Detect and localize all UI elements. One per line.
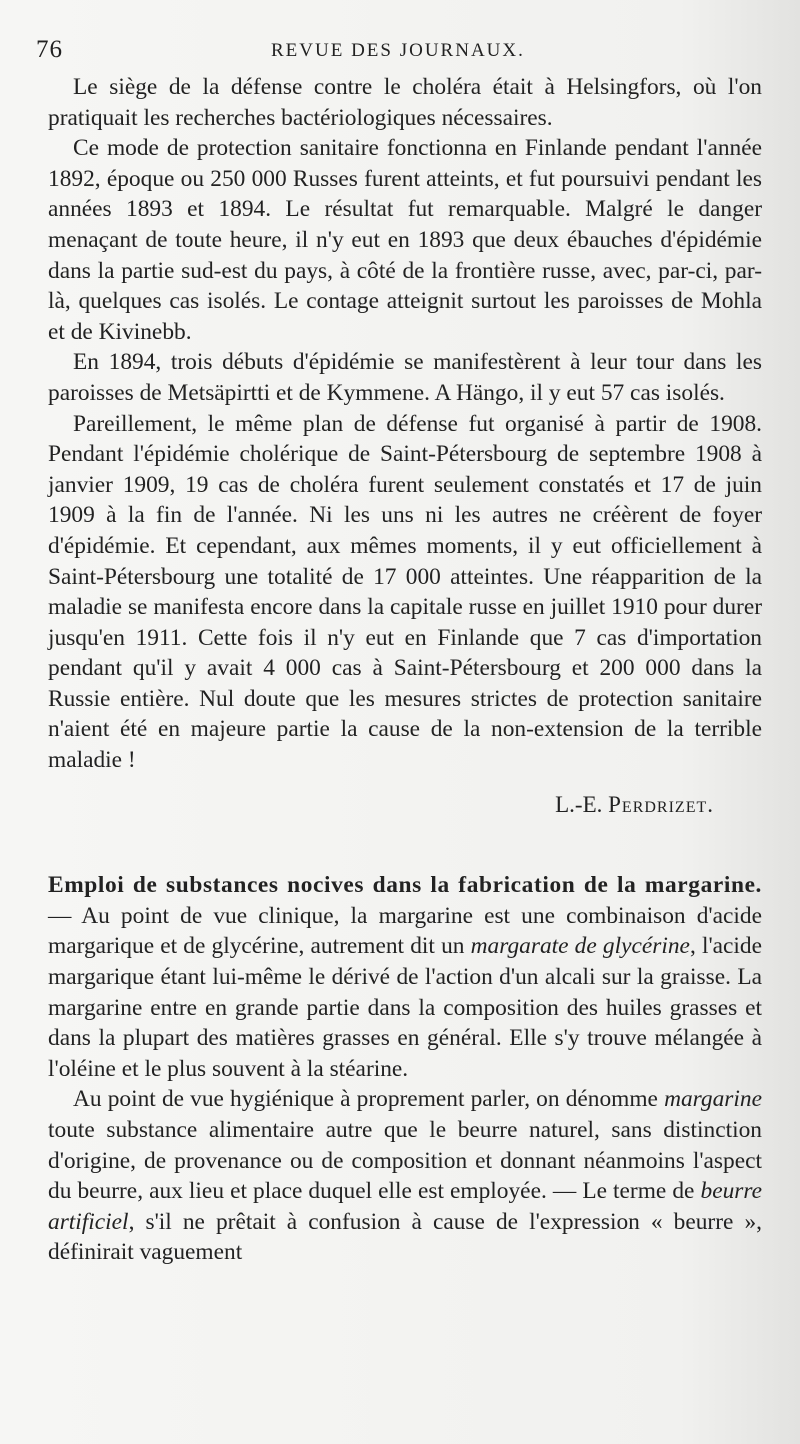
italic-term: margarine (664, 1086, 762, 1113)
text-run: , l'acide margarique étant lui-même le dérivé de l'action d'un alcali sur la graisse. La margarine entre en grande partie dans la composition des huiles grasses et dans la plupart des matières grasses en général. Elle s'y trouve mélangée à l'oléine et le plus souvent à la stéarine. (48, 933, 762, 1082)
paragraph: Ce mode de protection sanitaire fonctionna en Finlande pendant l'année 1892, époque ou 250 000 Russes furent atteints, et fut poursuivi pendant les années 1893 et 1894. Le résultat fut remarquable. Malgré le danger menaçant de toute heure, il n'y eut en 1893 que deux ébauches d'épidémie dans la partie sud-est du pays, à côté de la frontière russe, avec, par-ci, par-là, quelques cas isolés. Le contage atteignit surtout les paroisses de Mohla et de Kivinebb. (48, 135, 762, 345)
author-signature (48, 790, 762, 821)
italic-term: margarate de glycérine (470, 933, 690, 960)
paragraph (48, 1084, 762, 1268)
article-title: Emploi de substances nocives dans la fabrication de la margarine. (48, 872, 762, 899)
body-text (48, 72, 762, 1268)
text-run: — Au point de vue clinique, la margarine est une combinaison d'acide margarique et de glycérine, autrement dit un (48, 902, 762, 960)
paragraph: Pareillement, le même plan de défense fut organisé à partir de 1908. Pendant l'épidémie cholérique de Saint-Pétersbourg de septembre 1908 à janvier 1909, 19 cas de choléra furent seulement constatés et 17 de juin 1909 à la fin de l'année. Ni les uns ni les autres ne créèrent de foyer d'épidémie. Et cependant, aux mêmes moments, il y eut officiellement à Saint-Pétersbourg une totalité de 17 000 atteintes. Une réapparition de la maladie se manifesta encore dans la capitale russe en juillet 1910 pour durer jusqu'en 1911. Cette fois il n'y eut en Finlande que 7 cas d'importation pendant qu'il y avait 4 000 cas à Saint-Pétersbourg et 200 000 dans la Russie entière. Nul doute que les mesures strictes de protection sanitaire n'aient été en majeure partie la cause de la non-extension de la terrible maladie ! (48, 410, 762, 774)
page-header (36, 36, 756, 66)
running-head: REVUE DES JOURNAUX. (271, 40, 525, 61)
italic-term: beurre artificiel (48, 1178, 762, 1235)
article-paragraph (48, 870, 762, 1084)
signature-initials: L.-E. (555, 791, 603, 817)
signature-name: Perdrizet. (608, 791, 714, 817)
page-number: 76 (36, 36, 63, 63)
text-run: , s'il ne prêtait à confusion à cause de l'expression « beurre », définirait vaguement (48, 1208, 762, 1266)
paragraph: En 1894, trois débuts d'épidémie se manifestèrent à leur tour dans les paroisses de Metsäpirtti et de Kymmene. A Hängo, il y eut 57 cas isolés. (48, 349, 762, 406)
paragraph: Le siège de la défense contre le choléra était à Helsingfors, où l'on pratiquait les recherches bactériologiques nécessaires. (48, 74, 762, 131)
text-run: toute substance alimentaire autre que le beurre naturel, sans distinction d'origine, de provenance ou de composition et donnant néanmoins l'aspect du beurre, aux lieu et place duquel elle est employée. — Le terme de (48, 1117, 762, 1205)
text-run: Au point de vue hygiénique à proprement parler, on dénomme (73, 1086, 665, 1113)
